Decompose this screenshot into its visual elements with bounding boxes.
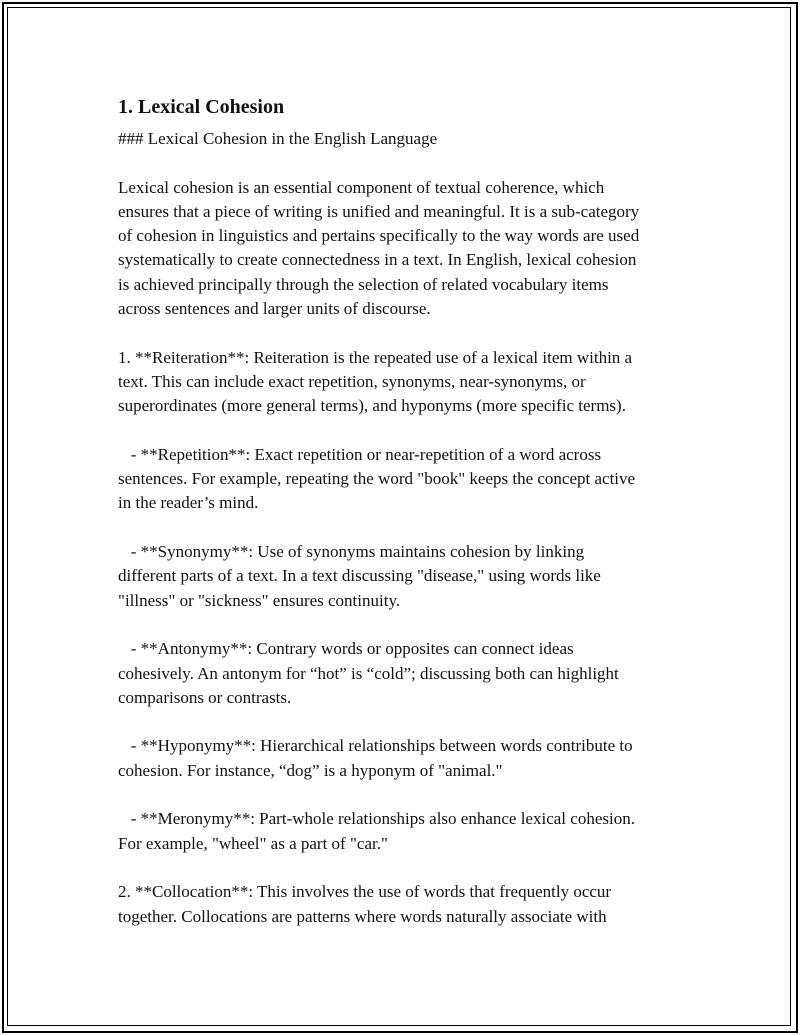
text-line: Lexical cohesion is an essential component of textual coherence, which: [118, 177, 605, 197]
text-line: of cohesion in linguistics and pertains specifically to the way words are used: [118, 226, 640, 246]
repetition-paragraph: [118, 443, 690, 516]
text-line: 1. **Reiteration**: Reiteration is the repeated use of a lexical item within a: [118, 347, 633, 367]
text-line: cohesively. An antonym for “hot” is “cold”; discussing both can highlight: [118, 663, 619, 683]
antonymy-paragraph: [118, 637, 690, 710]
text-line: superordinates (more general terms), and hyponyms (more specific terms).: [118, 396, 626, 416]
text-line: text. This can include exact repetition, synonyms, near-synonyms, or: [118, 371, 586, 391]
text-line: 2. **Collocation**: This involves the use of words that frequently occur: [118, 882, 612, 902]
text-line: together. Collocations are patterns where words naturally associate with: [118, 906, 607, 926]
text-line: cohesion. For instance, “dog” is a hyponym of "animal.": [118, 760, 503, 780]
text-line: systematically to create connectedness in a text. In English, lexical cohesion: [118, 250, 637, 270]
text-line: in the reader’s mind.: [118, 493, 259, 513]
text-line: - **Repetition**: Exact repetition or near-repetition of a word across: [118, 444, 602, 464]
section-heading: 1. Lexical Cohesion: [118, 96, 285, 118]
text-line: sentences. For example, repeating the word "book" keeps the concept active: [118, 469, 636, 489]
intro-paragraph: [118, 176, 690, 322]
collocation-paragraph: [118, 880, 690, 929]
text-line: comparisons or contrasts.: [118, 687, 292, 707]
meronymy-paragraph: [118, 807, 690, 856]
text-line: - **Synonymy**: Use of synonyms maintains cohesion by linking: [118, 542, 585, 562]
text-line: is achieved principally through the selection of related vocabulary items: [118, 274, 609, 294]
subheading-paragraph: [118, 127, 690, 151]
text-line: "illness" or "sickness" ensures continuity.: [118, 590, 401, 610]
text-line: - **Meronymy**: Part-whole relationships also enhance lexical cohesion.: [118, 809, 635, 829]
text-line: For example, "wheel" as a part of "car.": [118, 833, 388, 853]
reiteration-paragraph: [118, 346, 690, 419]
text-line: different parts of a text. In a text discussing "disease," using words like: [118, 566, 601, 586]
hyponymy-paragraph: [118, 734, 690, 783]
text-line: ### Lexical Cohesion in the English Language: [118, 129, 438, 148]
text-line: - **Hyponymy**: Hierarchical relationships between words contribute to: [118, 736, 633, 756]
document-body: [118, 93, 690, 953]
text-line: across sentences and larger units of discourse.: [118, 299, 431, 319]
text-line: ensures that a piece of writing is unified and meaningful. It is a sub-category: [118, 201, 640, 221]
text-line: - **Antonymy**: Contrary words or opposites can connect ideas: [118, 639, 574, 659]
synonymy-paragraph: [118, 540, 690, 613]
